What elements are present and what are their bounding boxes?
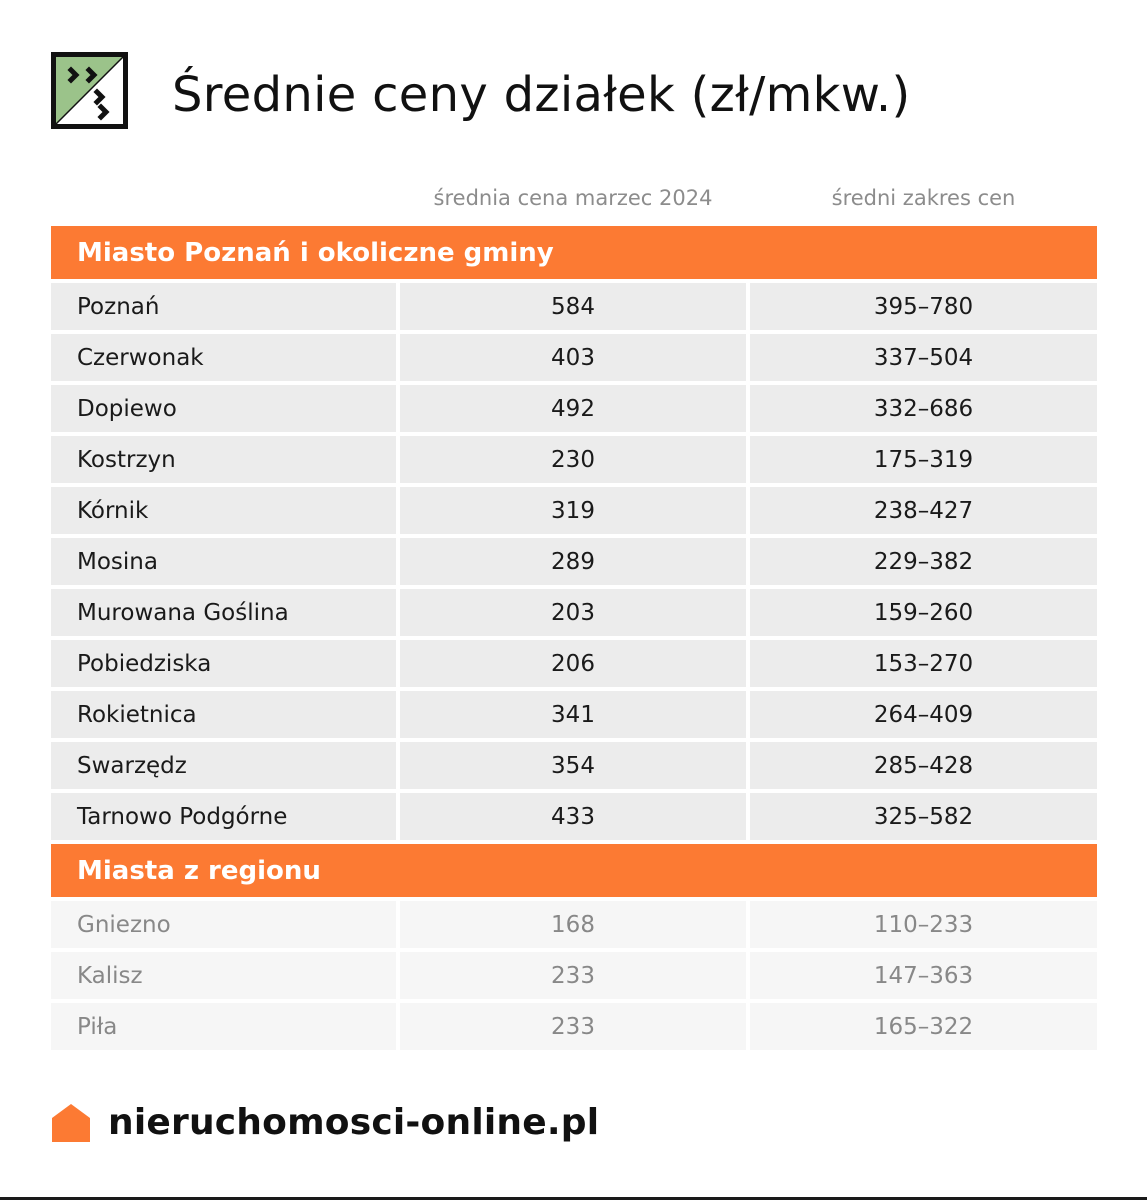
average-price: 354	[398, 740, 748, 791]
average-price: 403	[398, 332, 748, 383]
plot-land-icon	[51, 52, 128, 129]
average-price: 319	[398, 485, 748, 536]
table-row	[51, 332, 1097, 383]
price-range: 325–582	[748, 791, 1097, 842]
average-price: 492	[398, 383, 748, 434]
average-price: 584	[398, 281, 748, 332]
price-range: 395–780	[748, 281, 1097, 332]
house-icon	[51, 1102, 91, 1142]
table-row	[51, 434, 1097, 485]
average-price: 233	[398, 950, 748, 1001]
price-range: 165–322	[748, 1001, 1097, 1052]
table-row	[51, 281, 1097, 332]
section-header	[51, 226, 1097, 281]
column-header-average: średnia cena marzec 2024	[433, 186, 713, 210]
city-name: Murowana Goślina	[51, 587, 398, 638]
city-name: Kalisz	[51, 950, 398, 1001]
price-range: 337–504	[748, 332, 1097, 383]
brand-name: nieruchomosci-online.pl	[108, 1101, 600, 1143]
table-row	[51, 587, 1097, 638]
table-row	[51, 536, 1097, 587]
average-price: 341	[398, 689, 748, 740]
price-range: 159–260	[748, 587, 1097, 638]
city-name: Piła	[51, 1001, 398, 1052]
section-title: Miasto Poznań i okoliczne gminy	[51, 226, 1097, 281]
column-header-range: średni zakres cen	[831, 186, 1016, 210]
city-name: Poznań	[51, 281, 398, 332]
table-row	[51, 689, 1097, 740]
section-title: Miasta z regionu	[51, 842, 1097, 899]
table-row	[51, 485, 1097, 536]
price-table	[51, 226, 1097, 1054]
average-price: 233	[398, 1001, 748, 1052]
price-range: 285–428	[748, 740, 1097, 791]
city-name: Pobiedziska	[51, 638, 398, 689]
average-price: 168	[398, 899, 748, 950]
table-row	[51, 791, 1097, 842]
page-title: Średnie ceny działek (zł/mkw.)	[172, 67, 911, 123]
city-name: Swarzędz	[51, 740, 398, 791]
city-name: Kostrzyn	[51, 434, 398, 485]
price-range: 175–319	[748, 434, 1097, 485]
price-range: 229–382	[748, 536, 1097, 587]
price-range: 147–363	[748, 950, 1097, 1001]
price-range: 332–686	[748, 383, 1097, 434]
price-range: 153–270	[748, 638, 1097, 689]
city-name: Czerwonak	[51, 332, 398, 383]
city-name: Dopiewo	[51, 383, 398, 434]
table-row	[51, 950, 1097, 1001]
table-row	[51, 638, 1097, 689]
city-name: Tarnowo Podgórne	[51, 791, 398, 842]
city-name: Mosina	[51, 536, 398, 587]
city-name: Kórnik	[51, 485, 398, 536]
table-row	[51, 740, 1097, 791]
price-range: 238–427	[748, 485, 1097, 536]
table-row	[51, 383, 1097, 434]
average-price: 289	[398, 536, 748, 587]
average-price: 230	[398, 434, 748, 485]
table-row	[51, 1001, 1097, 1052]
average-price: 206	[398, 638, 748, 689]
price-range: 110–233	[748, 899, 1097, 950]
table-row	[51, 899, 1097, 950]
price-range: 264–409	[748, 689, 1097, 740]
average-price: 433	[398, 791, 748, 842]
city-name: Gniezno	[51, 899, 398, 950]
average-price: 203	[398, 587, 748, 638]
section-header	[51, 842, 1097, 899]
brand-footer	[51, 1100, 599, 1144]
city-name: Rokietnica	[51, 689, 398, 740]
